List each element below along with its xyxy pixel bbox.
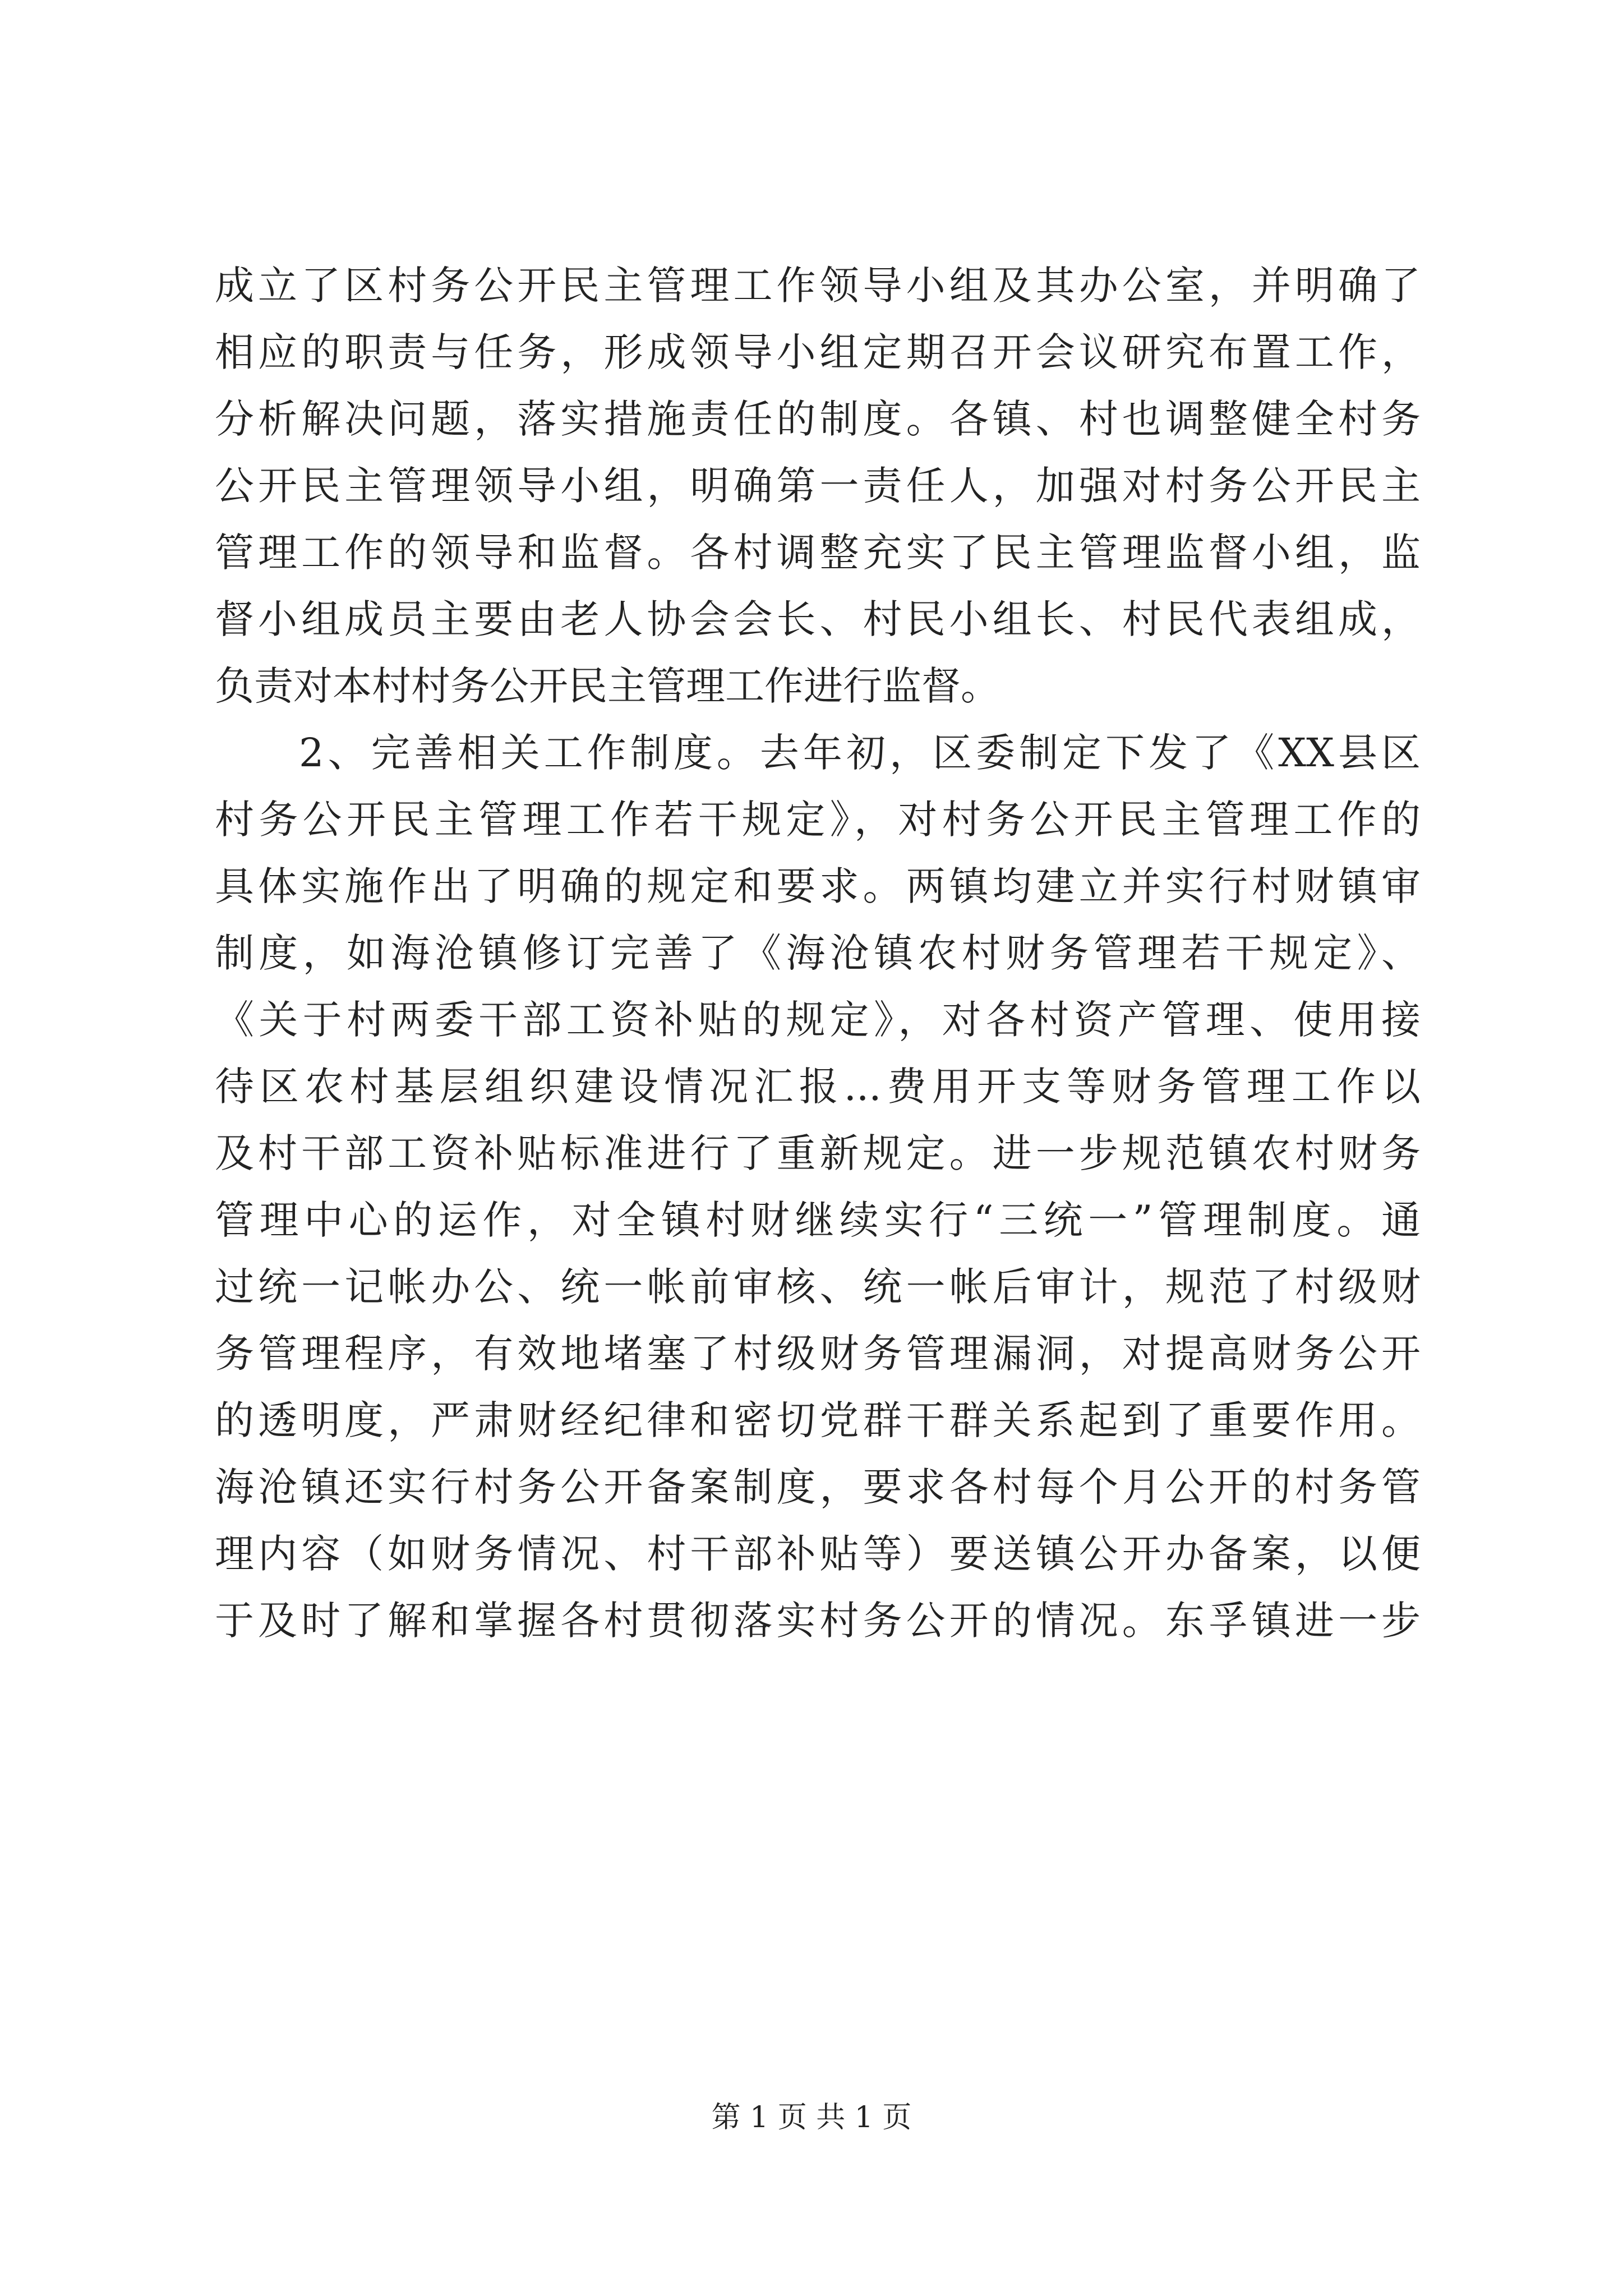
text-line: 相应的职责与任务，形成领导小组定期召开会议研究布置工作， (215, 329, 1421, 375)
text-line: 务管理程序，有效地堵塞了村级财务管理漏洞，对提高财务公开 (215, 1331, 1421, 1377)
text-line: 于及时了解和掌握各村贯彻落实村务公开的情况。东孚镇进一步 (215, 1598, 1421, 1644)
text-line: 负责对本村村务公开民主管理工作进行监督。 (215, 663, 1000, 709)
page-number-label: 第 1 页 共 1 页 (711, 2101, 912, 2134)
text-line: 成立了区村务公开民主管理工作领导小组及其办公室，并明确了 (215, 263, 1421, 309)
text-line: 管理中心的运作，对全镇村财继续实行“三统一”管理制度。通 (215, 1197, 1421, 1243)
text-line: 待区农村基层组织建设情况汇报...费用开支等财务管理工作以 (215, 1064, 1421, 1110)
text-line: 《关于村两委干部工资补贴的规定》，对各村资产管理、使用接 (215, 997, 1421, 1043)
text-line: 的透明度，严肃财经纪律和密切党群干群关系起到了重要作用。 (215, 1397, 1421, 1443)
text-line: 及村干部工资补贴标准进行了重新规定。进一步规范镇农村财务 (215, 1130, 1421, 1176)
text-line: 2、完善相关工作制度。去年初，区委制定下发了《XX县区 (299, 730, 1421, 776)
text-line: 理内容（如财务情况、村干部补贴等）要送镇公开办备案，以便 (215, 1531, 1421, 1577)
text-line: 公开民主管理领导小组，明确第一责任人，加强对村务公开民主 (215, 463, 1421, 509)
text-line: 分析解决问题，落实措施责任的制度。各镇、村也调整健全村务 (215, 396, 1421, 442)
text-line: 村务公开民主管理工作若干规定》，对村务公开民主管理工作的 (215, 797, 1421, 843)
text-line: 督小组成员主要由老人协会会长、村民小组长、村民代表组成， (215, 596, 1421, 642)
text-line: 具体实施作出了明确的规定和要求。两镇均建立并实行村财镇审 (215, 863, 1421, 909)
text-line: 过统一记帐办公、统一帐前审核、统一帐后审计，规范了村级财 (215, 1264, 1421, 1310)
text-line: 管理工作的领导和监督。各村调整充实了民主管理监督小组，监 (215, 530, 1421, 576)
body-text (215, 252, 1421, 1654)
text-line: 制度，如海沧镇修订完善了《海沧镇农村财务管理若干规定》、 (215, 930, 1421, 976)
page-footer (0, 2098, 1623, 2137)
text-line: 海沧镇还实行村务公开备案制度，要求各村每个月公开的村务管 (215, 1464, 1421, 1510)
